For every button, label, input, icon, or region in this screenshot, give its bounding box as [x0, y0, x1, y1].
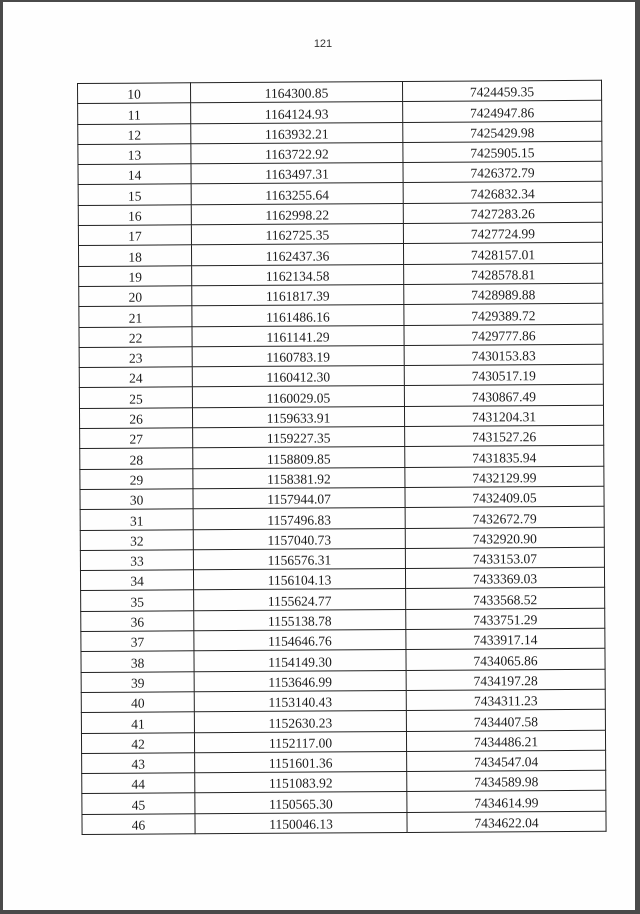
table-row — [80, 527, 604, 550]
table-row — [81, 649, 605, 672]
y-coordinate-cell: 7431204.31 — [404, 405, 603, 427]
point-number-cell: 30 — [80, 489, 193, 510]
point-number-cell: 15 — [78, 184, 191, 205]
x-coordinate-cell: 1163255.64 — [191, 183, 403, 205]
point-number-cell: 27 — [80, 428, 193, 449]
point-number-cell: 37 — [81, 631, 194, 652]
point-number-cell: 29 — [80, 468, 193, 489]
point-number-cell: 44 — [82, 773, 195, 794]
point-number-cell: 14 — [78, 164, 191, 185]
y-coordinate-cell: 7426372.79 — [403, 161, 602, 183]
table-row — [81, 669, 605, 692]
x-coordinate-cell: 1164300.85 — [191, 82, 403, 104]
point-number-cell: 42 — [81, 732, 194, 753]
y-coordinate-cell: 7433917.14 — [406, 628, 605, 650]
point-number-cell: 19 — [79, 265, 192, 286]
y-coordinate-cell: 7431527.26 — [405, 425, 604, 447]
point-number-cell: 31 — [80, 509, 193, 530]
y-coordinate-cell: 7424459.35 — [402, 80, 601, 102]
point-number-cell: 18 — [78, 245, 191, 266]
point-number-cell: 46 — [82, 813, 195, 834]
y-coordinate-cell: 7428578.81 — [404, 263, 603, 285]
table-row — [81, 628, 605, 651]
table-row — [78, 101, 602, 124]
table-row — [81, 730, 605, 753]
y-coordinate-cell: 7434065.86 — [406, 649, 605, 671]
table-row — [79, 304, 603, 327]
table-row — [80, 425, 604, 448]
table-row — [80, 466, 604, 489]
x-coordinate-cell: 1159227.35 — [193, 427, 405, 449]
point-number-cell: 33 — [80, 550, 193, 571]
y-coordinate-cell: 7427724.99 — [403, 222, 602, 244]
table-row — [82, 770, 606, 793]
y-coordinate-cell: 7428989.88 — [404, 283, 603, 305]
x-coordinate-cell: 1150046.13 — [195, 812, 407, 834]
y-coordinate-cell: 7430867.49 — [404, 385, 603, 407]
point-number-cell: 40 — [81, 692, 194, 713]
y-coordinate-cell: 7433153.07 — [405, 547, 604, 569]
y-coordinate-cell: 7434589.98 — [407, 770, 606, 792]
y-coordinate-cell: 7424947.86 — [403, 101, 602, 123]
point-number-cell: 45 — [82, 793, 195, 814]
table-row — [80, 507, 604, 530]
y-coordinate-cell: 7434486.21 — [406, 730, 605, 752]
x-coordinate-cell: 1153140.43 — [194, 690, 406, 712]
page-number: 121 — [313, 38, 333, 50]
point-number-cell: 23 — [79, 347, 192, 368]
y-coordinate-cell: 7432920.90 — [405, 527, 604, 549]
y-coordinate-cell: 7427283.26 — [403, 202, 602, 224]
point-number-cell: 13 — [78, 144, 191, 165]
y-coordinate-cell: 7434407.58 — [406, 709, 605, 731]
y-coordinate-cell: 7434197.28 — [406, 669, 605, 691]
y-coordinate-cell: 7434622.04 — [407, 811, 606, 833]
y-coordinate-cell: 7429777.86 — [404, 324, 603, 346]
point-number-cell: 35 — [81, 590, 194, 611]
table-row — [78, 141, 602, 164]
y-coordinate-cell: 7425905.15 — [403, 141, 602, 163]
x-coordinate-cell: 1163932.21 — [191, 122, 403, 144]
x-coordinate-cell: 1158809.85 — [193, 447, 405, 469]
point-number-cell: 10 — [78, 83, 191, 104]
document-page — [3, 2, 635, 910]
x-coordinate-cell: 1154646.76 — [194, 630, 406, 652]
table-row — [78, 243, 602, 266]
x-coordinate-cell: 1160783.19 — [192, 345, 404, 367]
x-coordinate-cell: 1151083.92 — [195, 772, 407, 794]
point-number-cell: 39 — [81, 671, 194, 692]
coordinates-table-body — [78, 80, 607, 834]
x-coordinate-cell: 1154149.30 — [194, 650, 406, 672]
table-row — [79, 324, 603, 347]
point-number-cell: 34 — [80, 570, 193, 591]
x-coordinate-cell: 1161817.39 — [192, 284, 404, 306]
table-row — [78, 161, 602, 184]
x-coordinate-cell: 1156104.13 — [193, 569, 405, 591]
table-row — [80, 446, 604, 469]
table-row — [82, 750, 606, 773]
y-coordinate-cell: 7434547.04 — [407, 750, 606, 772]
x-coordinate-cell: 1153646.99 — [194, 670, 406, 692]
y-coordinate-cell: 7430517.19 — [404, 364, 603, 386]
y-coordinate-cell: 7432129.99 — [405, 466, 604, 488]
x-coordinate-cell: 1162437.36 — [191, 244, 403, 266]
table-row — [81, 709, 605, 732]
x-coordinate-cell: 1162998.22 — [191, 203, 403, 225]
x-coordinate-cell: 1160412.30 — [192, 366, 404, 388]
table-row — [79, 405, 603, 428]
x-coordinate-cell: 1164124.93 — [191, 102, 403, 124]
x-coordinate-cell: 1156576.31 — [193, 548, 405, 570]
x-coordinate-cell: 1159633.91 — [192, 406, 404, 428]
coordinates-table — [77, 80, 607, 835]
x-coordinate-cell: 1158381.92 — [193, 467, 405, 489]
point-number-cell: 17 — [78, 225, 191, 246]
table-row — [78, 80, 602, 103]
table-row — [82, 811, 606, 834]
point-number-cell: 28 — [80, 448, 193, 469]
point-number-cell: 38 — [81, 651, 194, 672]
table-row — [80, 486, 604, 509]
point-number-cell: 43 — [82, 753, 195, 774]
table-row — [80, 567, 604, 590]
y-coordinate-cell: 7433751.29 — [406, 608, 605, 630]
x-coordinate-cell: 1160029.05 — [192, 386, 404, 408]
x-coordinate-cell: 1152117.00 — [194, 731, 406, 753]
point-number-cell: 25 — [79, 387, 192, 408]
point-number-cell: 22 — [79, 326, 192, 347]
x-coordinate-cell: 1162134.58 — [192, 264, 404, 286]
x-coordinate-cell: 1157496.83 — [193, 508, 405, 530]
table-row — [79, 344, 603, 367]
table-row — [78, 121, 602, 144]
x-coordinate-cell: 1150565.30 — [195, 792, 407, 814]
table-row — [82, 791, 606, 814]
point-number-cell: 32 — [80, 529, 193, 550]
table-row — [78, 182, 602, 205]
point-number-cell: 12 — [78, 123, 191, 144]
point-number-cell: 36 — [81, 611, 194, 632]
table-row — [81, 588, 605, 611]
y-coordinate-cell: 7433369.03 — [405, 567, 604, 589]
x-coordinate-cell: 1162725.35 — [191, 224, 403, 246]
x-coordinate-cell: 1163497.31 — [191, 163, 403, 185]
point-number-cell: 21 — [79, 306, 192, 327]
table-row — [81, 608, 605, 631]
x-coordinate-cell: 1161141.29 — [192, 325, 404, 347]
point-number-cell: 26 — [79, 408, 192, 429]
table-row — [78, 222, 602, 245]
x-coordinate-cell: 1151601.36 — [195, 751, 407, 773]
table-row — [79, 283, 603, 306]
x-coordinate-cell: 1163722.92 — [191, 142, 403, 164]
y-coordinate-cell: 7429389.72 — [404, 304, 603, 326]
x-coordinate-cell: 1157944.07 — [193, 487, 405, 509]
point-number-cell: 16 — [78, 205, 191, 226]
table-row — [79, 263, 603, 286]
x-coordinate-cell: 1152630.23 — [194, 711, 406, 733]
x-coordinate-cell: 1155138.78 — [194, 609, 406, 631]
y-coordinate-cell: 7430153.83 — [404, 344, 603, 366]
table-row — [78, 202, 602, 225]
y-coordinate-cell: 7426832.34 — [403, 182, 602, 204]
y-coordinate-cell: 7428157.01 — [403, 243, 602, 265]
x-coordinate-cell: 1157040.73 — [193, 528, 405, 550]
point-number-cell: 41 — [81, 712, 194, 733]
y-coordinate-cell: 7431835.94 — [405, 446, 604, 468]
y-coordinate-cell: 7434311.23 — [406, 689, 605, 711]
y-coordinate-cell: 7425429.98 — [403, 121, 602, 143]
y-coordinate-cell: 7433568.52 — [406, 588, 605, 610]
x-coordinate-cell: 1155624.77 — [194, 589, 406, 611]
y-coordinate-cell: 7432409.05 — [405, 486, 604, 508]
table-row — [81, 689, 605, 712]
point-number-cell: 11 — [78, 103, 191, 124]
table-row — [79, 364, 603, 387]
table-row — [79, 385, 603, 408]
y-coordinate-cell: 7434614.99 — [407, 791, 606, 813]
point-number-cell: 20 — [79, 286, 192, 307]
x-coordinate-cell: 1161486.16 — [192, 305, 404, 327]
y-coordinate-cell: 7432672.79 — [405, 507, 604, 529]
point-number-cell: 24 — [79, 367, 192, 388]
table-row — [80, 547, 604, 570]
